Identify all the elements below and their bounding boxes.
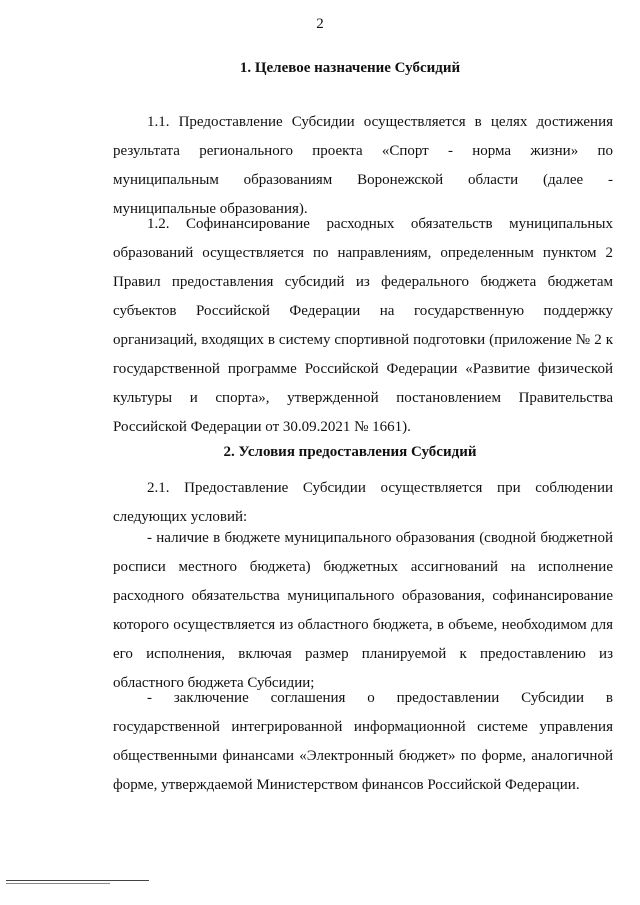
paragraph-1-1: 1.1. Предоставление Субсидии осуществляется в целях достижения результата регионального проекта «Спорт - норма жизни» по муниципальным образованиям Воронежской области (далее - муниципальные образования). [113, 114, 613, 217]
bullet-item-agreement: - заключение соглашения о предоставлении Субсидии в государственной интегрированной информационной системе управления общественными финансами «Электронный бюджет» по форме, аналогичной форме, утверждаемой Министерством финансов Российской Федерации. [113, 690, 613, 793]
footer-rule-short [6, 883, 110, 884]
bullet-item-budget: - наличие в бюджете муниципального образования (сводной бюджетной росписи местного бюджета) бюджетных ассигнований на исполнение расходного обязательства муниципального образования, софинансирование которого осуществляется из областного бюджета, в объеме, необходимом для его исполнения, включая размер планируемой к предоставлению из областного бюджета Субсидии; [113, 530, 613, 691]
paragraph-2-1: 2.1. Предоставление Субсидии осуществляется при соблюдении следующих условий: [113, 480, 613, 525]
page-number: 2 [316, 16, 324, 32]
paragraph-1-2: 1.2. Софинансирование расходных обязательств муниципальных образований осуществляется по направлениям, определенным пунктом 2 Правил предоставления субсидий из федерального бюджета бюджетам субъектов Российской Федерации на государственную поддержку организаций, входящих в систему спортивной подготовки (приложение № 2 к государственной программе Российской Федерации «Развитие физической культуры и спорта», утвержденной постановлением Правительства Российской Федерации от 30.09.2021 № 1661). [113, 216, 613, 435]
footer-rule [6, 880, 149, 881]
section-2-heading: 2. Условия предоставления Субсидий [223, 444, 477, 460]
section-1-heading: 1. Целевое назначение Субсидий [239, 60, 461, 76]
